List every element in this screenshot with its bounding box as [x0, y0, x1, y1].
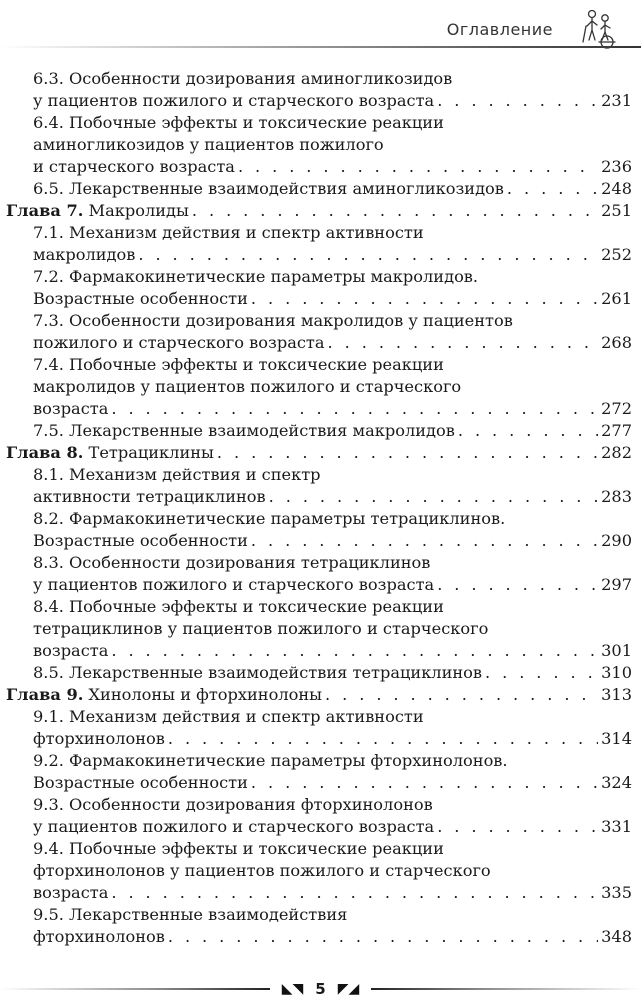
chapter-prefix: Глава 7.: [6, 201, 84, 220]
toc-section-entry: [0, 68, 641, 112]
toc-section-entry: [0, 662, 641, 684]
toc-entry-last-line: [33, 244, 632, 266]
toc-page-number: 231: [601, 91, 632, 110]
toc-section-entry: [0, 508, 641, 552]
toc-entry-last-line: [6, 442, 632, 464]
toc-entry-last-line: [33, 486, 632, 508]
toc-section-entry: [0, 904, 641, 948]
toc-page-number: 313: [601, 685, 632, 704]
toc-page-number: 282: [601, 443, 632, 462]
toc-entry-text: и старческого возраста: [33, 157, 235, 176]
toc-section-entry: [0, 596, 641, 662]
page-number: 5: [315, 980, 326, 998]
toc-entry-line: 8.2. Фармакокинетические параметры тетрациклинов.: [33, 509, 506, 528]
footer-right-rule: [371, 988, 641, 990]
toc-entry-last-line: [33, 398, 632, 420]
dot-leader: [437, 90, 598, 112]
toc-entry-text: у пациентов пожилого и старческого возраста: [33, 91, 435, 110]
header-rule: [0, 46, 641, 48]
toc-entry-last-line: [33, 90, 632, 112]
toc-entry-line: фторхинолонов у пациентов пожилого и старческого: [33, 861, 491, 880]
toc-section-entry: [0, 112, 641, 178]
toc-entry-line: 9.4. Побочные эффекты и токсические реакции: [33, 839, 444, 858]
toc-page-number: 314: [601, 729, 632, 748]
toc-page-number: 283: [601, 487, 632, 506]
chapter-title: Хинолоны и фторхинолоны: [88, 685, 323, 704]
chapter-prefix: Глава 8.: [6, 443, 84, 462]
toc-entry-last-line: [33, 420, 632, 442]
dot-leader: [111, 882, 598, 904]
dot-leader: [269, 486, 598, 508]
toc-entry-text: макролидов: [33, 245, 136, 264]
toc-entry-text: Возрастные особенности: [33, 531, 248, 550]
toc-entry-line: 7.4. Побочные эффекты и токсические реакции: [33, 355, 444, 374]
toc-entry-text: фторхинолонов: [33, 729, 165, 748]
toc-page-number: 324: [601, 773, 632, 792]
dot-leader: [485, 662, 598, 684]
dot-leader: [217, 442, 598, 464]
toc-page-number: 331: [601, 817, 632, 836]
toc-entry-last-line: [33, 640, 632, 662]
dot-leader: [328, 332, 599, 354]
toc-entry-last-line: [33, 926, 632, 948]
toc-section-entry: [0, 794, 641, 838]
toc-page-number: 301: [601, 641, 632, 660]
toc-page-number: 348: [601, 927, 632, 946]
chapter-prefix: Глава 9.: [6, 685, 84, 704]
page-footer: [0, 978, 641, 1000]
toc-entry-last-line: [33, 156, 632, 178]
dot-leader: [111, 398, 598, 420]
toc-chapter-entry: [0, 200, 641, 222]
toc-entry-text: 8.5. Лекарственные взаимодействия тетрациклинов: [33, 663, 483, 682]
toc-entry-last-line: [33, 530, 632, 552]
dot-leader: [251, 288, 598, 310]
toc-entry-text: возраста: [33, 883, 109, 902]
toc-section-entry: [0, 178, 641, 200]
toc-page-number: 335: [601, 883, 632, 902]
dot-leader: [138, 244, 598, 266]
toc-section-entry: [0, 354, 641, 420]
dot-leader: [325, 684, 598, 706]
toc-entry-text: Возрастные особенности: [33, 289, 248, 308]
toc-page-number: 268: [601, 333, 632, 352]
toc-entry-line: 6.3. Особенности дозирования аминогликозидов: [33, 69, 453, 88]
toc-entry-line: 7.3. Особенности дозирования макролидов у пациентов: [33, 311, 513, 330]
dot-leader: [251, 772, 598, 794]
toc-entry-line: 6.4. Побочные эффекты и токсические реакции: [33, 113, 444, 132]
dot-leader: [111, 640, 598, 662]
toc-entry-line: 7.1. Механизм действия и спектр активности: [33, 223, 424, 242]
toc-entry-text: возраста: [33, 399, 109, 418]
toc-entry-text: фторхинолонов: [33, 927, 165, 946]
toc-entry-last-line: [33, 332, 632, 354]
toc-section-entry: [0, 310, 641, 354]
toc-entry-last-line: [33, 816, 632, 838]
toc-section-entry: [0, 420, 641, 442]
running-header-title: Оглавление: [446, 20, 553, 39]
toc-entry-last-line: [33, 882, 632, 904]
toc-section-entry: [0, 750, 641, 794]
toc-page-number: 272: [601, 399, 632, 418]
toc-entry-last-line: [6, 200, 632, 222]
toc-entry-line: 9.1. Механизм действия и спектр активности: [33, 707, 424, 726]
footer-left-rule: [0, 988, 270, 990]
toc-entry-line: 9.2. Фармакокинетические параметры фторхинолонов.: [33, 751, 508, 770]
dot-leader: [458, 420, 598, 442]
toc-entry-text: [6, 200, 189, 222]
toc-entry-line: 7.2. Фармакокинетические параметры макролидов.: [33, 267, 479, 286]
dot-leader: [437, 816, 598, 838]
toc-entry-text: возраста: [33, 641, 109, 660]
toc-section-entry: [0, 838, 641, 904]
toc-entry-line: 8.4. Побочные эффекты и токсические реакции: [33, 597, 444, 616]
right-ornament-icon: ◤◢: [337, 981, 360, 997]
toc-entry-last-line: [33, 178, 632, 200]
dot-leader: [437, 574, 598, 596]
toc-entry-last-line: [33, 574, 632, 596]
toc-entry-text: 7.5. Лекарственные взаимодействия макролидов: [33, 421, 455, 440]
toc-entry-text: 6.5. Лекарственные взаимодействия аминогликозидов: [33, 179, 504, 198]
toc-entry-text: [6, 442, 214, 464]
dot-leader: [251, 530, 598, 552]
dot-leader: [507, 178, 598, 200]
toc-entry-text: у пациентов пожилого и старческого возраста: [33, 817, 435, 836]
chapter-title: Макролиды: [88, 201, 189, 220]
toc-section-entry: [0, 706, 641, 750]
toc-entry-text: [6, 684, 322, 706]
toc-page-number: 248: [601, 179, 632, 198]
toc-entry-text: активности тетрациклинов: [33, 487, 266, 506]
toc-entry-line: макролидов у пациентов пожилого и старческого: [33, 377, 462, 396]
left-ornament-icon: ◣◥: [281, 981, 304, 997]
toc-entry-last-line: [6, 684, 632, 706]
toc-section-entry: [0, 222, 641, 266]
chapter-title: Тетрациклины: [88, 443, 214, 462]
toc-entry-last-line: [33, 728, 632, 750]
toc-page-number: 310: [601, 663, 632, 682]
toc-chapter-entry: [0, 684, 641, 706]
toc-page-number: 261: [601, 289, 632, 308]
toc-entry-text: у пациентов пожилого и старческого возраста: [33, 575, 435, 594]
toc-page-number: 297: [601, 575, 632, 594]
toc-entry-line: тетрациклинов у пациентов пожилого и старческого: [33, 619, 489, 638]
dot-leader: [192, 200, 598, 222]
dot-leader: [168, 728, 598, 750]
toc-entry-text: Возрастные особенности: [33, 773, 248, 792]
toc-entry-line: 8.3. Особенности дозирования тетрациклинов: [33, 553, 431, 572]
toc-entry-line: аминогликозидов у пациентов пожилого: [33, 135, 384, 154]
toc-page-number: 252: [601, 245, 632, 264]
toc-entry-last-line: [33, 772, 632, 794]
toc-entry-line: 9.3. Особенности дозирования фторхинолонов: [33, 795, 433, 814]
toc-page-number: 290: [601, 531, 632, 550]
table-of-contents: [0, 68, 641, 948]
toc-section-entry: [0, 464, 641, 508]
toc-entry-line: 9.5. Лекарственные взаимодействия: [33, 905, 348, 924]
toc-page-number: 277: [601, 421, 632, 440]
toc-section-entry: [0, 266, 641, 310]
elderly-couple-icon: [577, 6, 621, 50]
dot-leader: [238, 156, 598, 178]
toc-chapter-entry: [0, 442, 641, 464]
toc-page-number: 236: [601, 157, 632, 176]
toc-section-entry: [0, 552, 641, 596]
dot-leader: [168, 926, 598, 948]
toc-entry-line: 8.1. Механизм действия и спектр: [33, 465, 321, 484]
toc-entry-last-line: [33, 662, 632, 684]
toc-page-number: 251: [601, 201, 632, 220]
toc-entry-last-line: [33, 288, 632, 310]
toc-entry-text: пожилого и старческого возраста: [33, 333, 325, 352]
